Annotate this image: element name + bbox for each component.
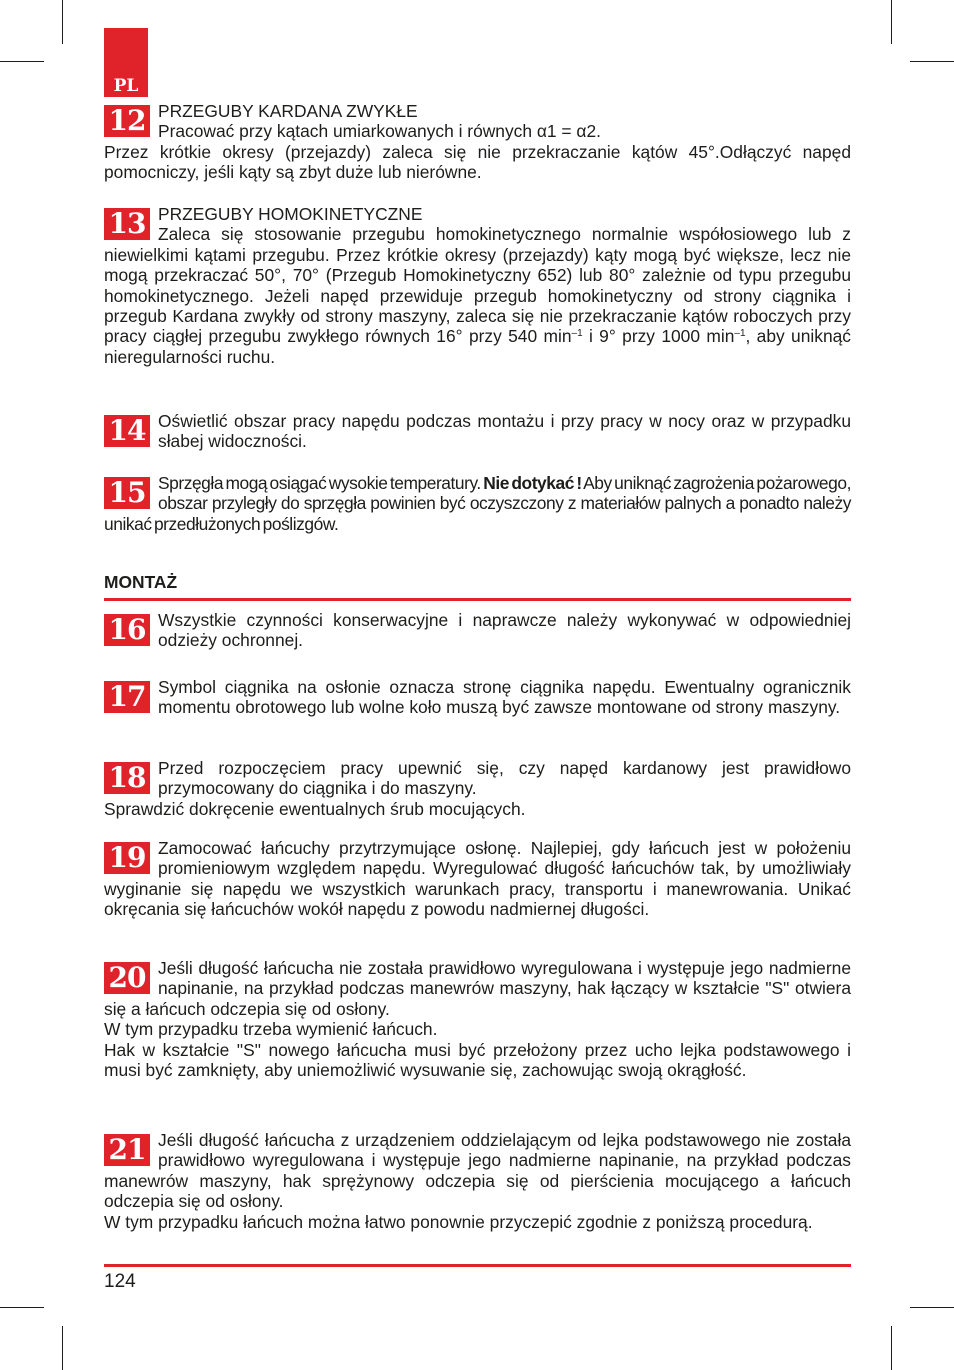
page-content [104, 101, 851, 1246]
section-number: 19 [104, 842, 150, 874]
crop-mark [891, 0, 892, 44]
section-number: 18 [104, 762, 150, 794]
section-text: Oświetlić obszar pracy napędu podczas montażu i przy pracy w nocy oraz w przypadku słabej widoczności. [158, 411, 851, 452]
section-number: 14 [104, 415, 150, 447]
superscript: –1 [571, 328, 583, 340]
section-text: Sprawdzić dokręcenie ewentualnych śrub mocujących. [104, 798, 526, 819]
section-text: Jeśli długość łańcucha z urządzeniem oddzielającym od lejka podstawowego nie została prawidłowo wyregulowana i występuje jego nadmierne napinanie, na przykład podczas manewrów maszyny, hak sprężynowy odczepia się od pierścienia mocującego a łańcuch odczepia się od osłony. [104, 1130, 851, 1212]
section-number: 20 [104, 962, 150, 994]
section-number: 21 [104, 1134, 150, 1166]
section-21 [104, 1130, 851, 1246]
section-title: PRZEGUBY KARDANA ZWYKŁE [158, 101, 418, 121]
crop-mark [891, 1326, 892, 1370]
crop-mark [0, 61, 44, 62]
section-15 [104, 473, 851, 573]
crop-mark [62, 0, 63, 44]
section-text: W tym przypadku łańcuch można łatwo ponownie przyczepić zgodnie z poniższą procedurą. [104, 1211, 813, 1232]
language-tab: PL [104, 28, 148, 97]
superscript: –1 [734, 328, 746, 340]
section-text [104, 224, 851, 367]
section-14 [104, 411, 851, 473]
section-13 [104, 204, 851, 411]
section-text: W tym przypadku trzeba wymienić łańcuch. [104, 1019, 438, 1040]
section-number: 16 [104, 614, 150, 646]
section-19 [104, 838, 851, 958]
section-20 [104, 958, 851, 1130]
crop-mark [0, 1307, 44, 1308]
heading-block [104, 573, 851, 610]
section-text: Hak w kształcie "S" nowego łańcucha musi być przełożony przez ucho lejka podstawowego i musi być zamknięty, aby uniemożliwić wysuwanie się, zachowując swoją okrągłość. [104, 1039, 851, 1081]
text-run: i 9° przy 1000 min [582, 326, 735, 347]
section-title: PRZEGUBY HOMOKINETYCZNE [158, 204, 423, 224]
section-12 [104, 101, 851, 204]
section-heading: MONTAŻ [104, 573, 851, 601]
section-text: Jeśli długość łańcucha nie została prawidłowo wyregulowana i występuje jego nadmierne napinanie, na przykład podczas manewrów maszyny, hak łączący w kształcie "S" otwiera się a łańcuch odczepia się od osłony. [104, 958, 851, 1019]
crop-mark [910, 1307, 954, 1308]
crop-mark [910, 61, 954, 62]
section-number: 15 [104, 477, 150, 509]
section-number: 13 [104, 208, 150, 240]
section-text [104, 473, 851, 534]
section-17 [104, 677, 851, 758]
crop-mark [62, 1326, 63, 1370]
page-footer [104, 1264, 851, 1293]
text-run: Sprzęgła mogą osiągać wysokie temperatury. [158, 473, 484, 493]
section-18 [104, 758, 851, 838]
section-text: Symbol ciągnika na osłonie oznacza stronę ciągnika napędu. Ewentualny ogranicznik momentu obrotowego lub wolne koło muszą być zawsze montowane od strony maszyny. [158, 677, 851, 718]
section-text: Pracować przy kątach umiarkowanych i równych α1 = α2. [158, 121, 601, 142]
section-number: 17 [104, 681, 150, 713]
section-text: Wszystkie czynności konserwacyjne i naprawcze należy wykonywać w odpowiedniej odzieży ochronnej. [158, 610, 851, 651]
section-number: 12 [104, 105, 150, 137]
text-run: Zaleca się stosowanie przegubu homokinetycznego normalnie współosiowego lub z niewielkimi kątami przegubu. Przez krótkie okresy (przejazdy) kąty mogą być większe, lecz nie mogą przekraczać 50°, 70° (Przegub Homokinetyczny 652) lub 80° zależnie od typu przegubu homokinetycznego. Jeżeli napęd przewiduje przegub homokinetyczny od strony ciągnika i przegub Kardana zwykły od strony maszyny, zaleca się nie przekraczanie kątów roboczych przy pracy ciągłej przegubu zwykłego równych 16° przy 540 min [104, 224, 851, 347]
text-run: Aby uniknąć zagrożenia pożarowego, obszar przyległy do sprzęgła powinien być oczyszczony z materiałów palnych a ponadto należy unikać przedłużonych poślizgów. [104, 473, 851, 534]
text-run: , aby uniknąć nieregularności ruchu. [104, 326, 852, 367]
section-text: Przed rozpoczęciem pracy upewnić się, czy napęd kardanowy jest prawidłowo przymocowany do ciągnika i do maszyny. [158, 758, 851, 799]
warning-text: Nie dotykać ! [483, 473, 582, 493]
section-text: Przez krótkie okresy (przejazdy) zaleca się nie przekraczanie kątów 45°.Odłączyć napęd pomocniczy, jeśli kąty są zbyt duże lub nierówne. [104, 141, 851, 183]
section-16 [104, 610, 851, 677]
section-text: Zamocować łańcuchy przytrzymujące osłonę. Najlepiej, gdy łańcuch jest w położeniu promieniowym względem napędu. Wyregulować długość łańcuchów tak, by umożliwiały wyginanie się napędu we wszystkich warunkach pracy, transportu i manewrowania. Unikać okręcania się łańcuchów wokół napędu z powodu nadmiernej długości. [104, 838, 851, 920]
page-number: 124 [104, 1271, 136, 1292]
